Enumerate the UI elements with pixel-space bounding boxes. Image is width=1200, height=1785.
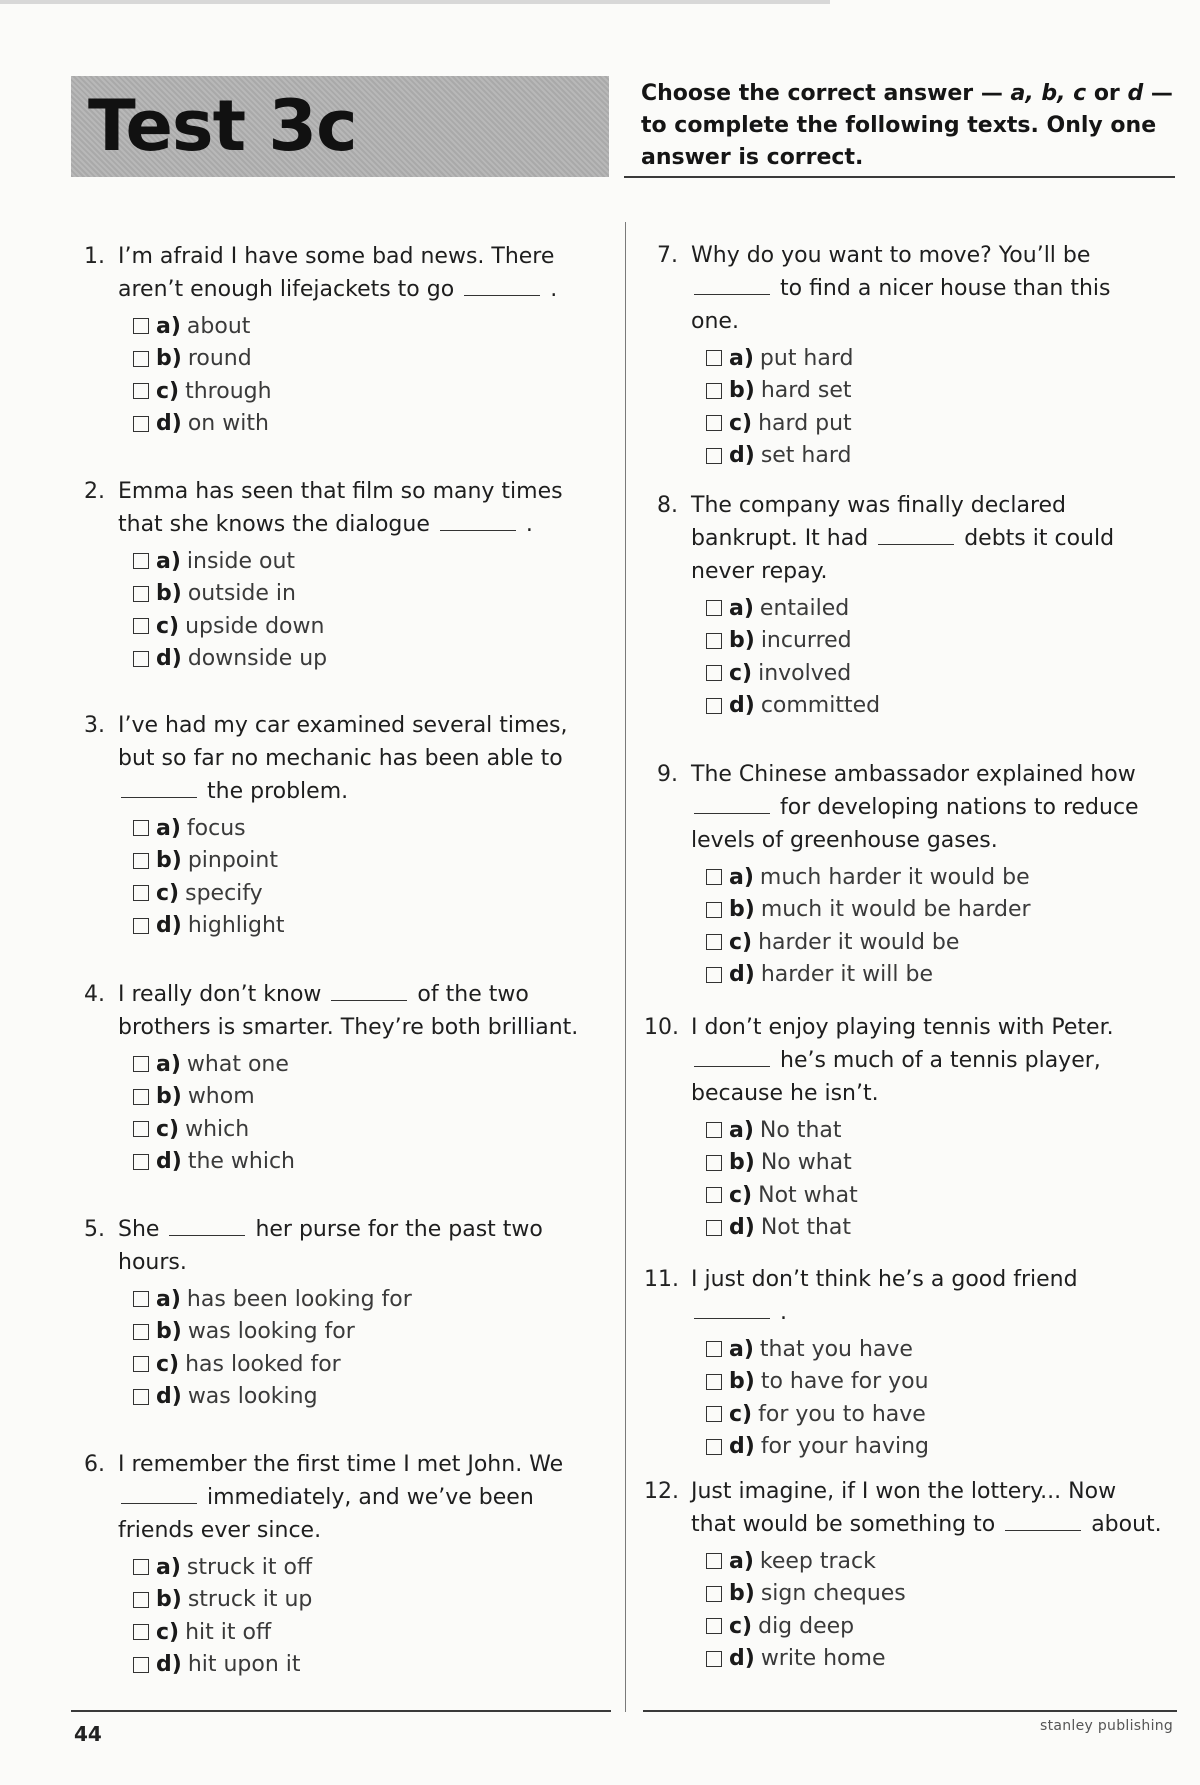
checkbox-icon[interactable] [133,416,149,432]
option-letter: c) [156,1619,180,1645]
answer-option[interactable] [706,894,1189,927]
checkbox-icon[interactable] [706,1553,722,1569]
checkbox-icon[interactable] [706,1374,722,1390]
answer-option[interactable] [133,812,591,845]
option-letter: b) [156,346,182,372]
question-text [118,1448,591,1547]
answer-options [706,1114,1164,1244]
question-text-before: The company was finally declared bankrupt. It had [691,493,1066,551]
question-7 [644,239,1164,472]
answer-options [133,545,591,675]
checkbox-icon[interactable] [706,1220,722,1236]
question-number: 4. [84,982,105,1007]
option-letter: b) [729,897,755,923]
option-text: hard set [760,378,852,404]
question-number: 8. [657,493,678,518]
question-text [691,1475,1164,1541]
checkbox-icon[interactable] [706,1439,722,1455]
question-text-after: . [550,277,558,302]
answer-option[interactable] [133,310,591,343]
option-letter: c) [156,1351,180,1377]
option-text: much it would be harder [760,897,1031,923]
option-text: entailed [759,595,850,621]
option-letter: a) [729,595,754,621]
question-text [118,240,591,306]
option-text: for you to have [758,1401,926,1427]
answer-option[interactable] [706,1398,1164,1431]
question-text-before: I really don’t know [118,982,322,1007]
answer-option[interactable] [706,959,1189,992]
option-text: has been looking for [186,1286,412,1312]
answer-option[interactable] [706,1366,1164,1399]
answer-option[interactable] [133,845,591,878]
answer-option[interactable] [706,926,1189,959]
checkbox-icon[interactable] [706,415,722,431]
answer-blank [1005,1512,1081,1531]
answer-blank [694,1048,770,1067]
option-letter: b) [156,1084,182,1110]
checkbox-icon[interactable] [133,1389,149,1405]
option-letter: c) [729,1613,753,1639]
checkbox-icon[interactable] [706,934,722,950]
option-letter: c) [729,410,753,436]
question-number: 9. [657,762,678,787]
option-text: whom [187,1084,255,1110]
answer-option[interactable] [706,1431,1164,1464]
answer-option[interactable] [706,440,1164,473]
checkbox-icon[interactable] [133,1324,149,1340]
answer-blank [694,1300,770,1319]
answer-blank [440,512,516,531]
answer-options [706,342,1164,472]
question-text-before: I just don’t think he’s a good friend [691,1267,1078,1292]
option-letter: d) [156,646,182,672]
option-letter: d) [729,693,755,719]
instructions-post: — to complete the following texts. Only one answer is correct. [641,81,1173,170]
checkbox-icon[interactable] [706,902,722,918]
question-text-before: Why do you want to move? You’ll be [691,243,1091,268]
answer-option[interactable] [706,861,1189,894]
answer-option[interactable] [706,1333,1164,1366]
question-number: 1. [84,244,105,269]
option-letter: d) [156,1384,182,1410]
option-letter: b) [729,1581,755,1607]
question-text-after: immediately, and we’ve been friends ever since. [118,1485,534,1543]
instructions-letters: a, b, c [1010,81,1087,106]
option-letter: c) [156,1116,180,1142]
option-letter: c) [156,613,180,639]
option-letter: a) [729,864,754,890]
question-text-before: She [118,1217,160,1242]
option-letter: c) [729,929,753,955]
checkbox-icon[interactable] [706,383,722,399]
answer-option[interactable] [133,1381,591,1414]
answer-option[interactable] [133,1146,611,1179]
checkbox-icon[interactable] [133,885,149,901]
option-text: No that [759,1117,842,1143]
option-letter: b) [729,1150,755,1176]
option-text: harder it would be [758,929,960,955]
answer-option[interactable] [133,408,591,441]
checkbox-icon[interactable] [706,1618,722,1634]
question-text-after: the problem. [207,779,349,804]
footer-rule-left [71,1710,611,1712]
answer-blank [694,276,770,295]
option-text: specify [185,880,263,906]
question-text [691,1263,1164,1329]
top-rule [0,0,830,4]
question-text [118,709,591,808]
answer-blank [121,1485,197,1504]
option-text: that you have [759,1336,913,1362]
question-text [118,978,611,1044]
option-text: the which [187,1149,295,1175]
option-letter: a) [156,313,181,339]
answer-blank [121,779,197,798]
checkbox-icon[interactable] [706,633,722,649]
option-letter: d) [729,962,755,988]
answer-option[interactable] [706,342,1164,375]
question-text-after: . [525,512,533,537]
answer-option[interactable] [133,1551,591,1584]
checkbox-icon[interactable] [133,820,149,836]
answer-option[interactable] [706,1212,1164,1245]
checkbox-icon[interactable] [133,351,149,367]
option-letter: a) [729,345,754,371]
question-text-after: about. [1091,1512,1162,1537]
question-number: 10. [644,1015,679,1040]
checkbox-icon[interactable] [706,1155,722,1171]
question-text-before: Just imagine, if I won the lottery... Now that would be something to [691,1479,1117,1537]
answer-option[interactable] [133,643,591,676]
checkbox-icon[interactable] [706,1187,722,1203]
answer-blank [169,1217,245,1236]
answer-options [133,1048,611,1178]
option-text: on with [187,411,269,437]
question-text-after: for developing nations to reduce levels of greenhouse gases. [691,795,1139,853]
column-divider [625,222,626,1712]
option-text: outside in [187,581,296,607]
answer-blank [878,526,954,545]
answer-option[interactable] [133,1113,611,1146]
answer-option[interactable] [706,1114,1164,1147]
checkbox-icon[interactable] [133,1356,149,1372]
answer-options [706,592,1164,722]
question-text [691,489,1164,588]
option-text: highlight [187,913,285,939]
option-text: No what [760,1150,852,1176]
question-text-after: of the two brothers is smarter. They’re both brilliant. [118,982,579,1040]
option-letter: d) [156,411,182,437]
option-text: dig deep [758,1613,855,1639]
question-number: 5. [84,1217,105,1242]
checkbox-icon[interactable] [133,383,149,399]
option-text: was looking for [187,1319,355,1345]
question-3 [71,709,591,942]
checkbox-icon[interactable] [133,618,149,634]
answer-options [133,1283,591,1413]
question-text-before: I don’t enjoy playing tennis with Peter. [691,1015,1114,1040]
option-text: which [185,1116,250,1142]
option-text: write home [760,1646,886,1672]
question-2 [71,475,591,675]
answer-option[interactable] [706,625,1164,658]
answer-option[interactable] [133,375,591,408]
question-number: 3. [84,713,105,738]
option-letter: b) [156,1319,182,1345]
question-11 [644,1263,1164,1463]
question-text-before: Emma has seen that film so many times that she knows the dialogue [118,479,563,537]
answer-option[interactable] [706,407,1164,440]
option-text: struck it off [186,1554,313,1580]
option-letter: c) [729,660,753,686]
option-text: sign cheques [760,1581,906,1607]
answer-blank [694,795,770,814]
option-text: incurred [760,628,852,654]
checkbox-icon[interactable] [706,665,722,681]
option-letter: b) [729,1369,755,1395]
footer-rule-right [643,1710,1177,1712]
checkbox-icon[interactable] [133,1592,149,1608]
option-letter: c) [156,880,180,906]
option-text: put hard [759,345,854,371]
option-letter: b) [156,1587,182,1613]
option-letter: c) [729,1401,753,1427]
answer-option[interactable] [133,545,591,578]
question-6 [71,1448,591,1681]
option-letter: a) [729,1548,754,1574]
option-letter: d) [729,1646,755,1672]
option-letter: a) [156,815,181,841]
answer-option[interactable] [706,375,1164,408]
question-number: 2. [84,479,105,504]
option-text: upside down [185,613,325,639]
answer-blank [331,982,407,1001]
answer-option[interactable] [133,1584,591,1617]
question-8 [644,489,1164,722]
question-text-before: I’m afraid I have some bad news. There aren’t enough lifejackets to go [118,244,555,302]
checkbox-icon[interactable] [133,1089,149,1105]
answer-blank [464,277,540,296]
option-letter: d) [729,1215,755,1241]
question-text-after: he’s much of a tennis player, because he isn’t. [691,1048,1101,1106]
answer-options [706,861,1189,991]
answer-options [706,1333,1164,1463]
checkbox-icon[interactable] [133,1291,149,1307]
question-text [691,239,1164,338]
checkbox-icon[interactable] [133,853,149,869]
checkbox-icon[interactable] [133,318,149,334]
option-text: set hard [760,443,852,469]
checkbox-icon[interactable] [133,586,149,602]
question-1 [71,240,591,440]
instructions [641,78,1181,174]
checkbox-icon[interactable] [133,1056,149,1072]
option-letter: d) [729,443,755,469]
question-text-after: debts it could never repay. [691,526,1115,584]
option-letter: d) [156,1652,182,1678]
answer-option[interactable] [706,1147,1164,1180]
question-text-before: I remember the first time I met John. We [118,1452,564,1477]
option-letter: b) [729,378,755,404]
option-text: keep track [759,1548,876,1574]
question-number: 12. [644,1479,679,1504]
answer-options [133,812,591,942]
instructions-or: or [1086,81,1128,106]
checkbox-icon[interactable] [133,553,149,569]
option-letter: a) [156,1051,181,1077]
answer-option[interactable] [706,690,1164,723]
option-letter: b) [156,581,182,607]
question-text-after: . [780,1300,787,1325]
answer-options [133,1551,591,1681]
question-text [118,475,591,541]
publisher-credit: stanley publishing [1040,1718,1174,1734]
option-text: for your having [760,1434,929,1460]
answer-option[interactable] [133,610,591,643]
answer-option[interactable] [706,657,1164,690]
answer-option[interactable] [706,1610,1164,1643]
option-text: struck it up [187,1587,313,1613]
question-number: 6. [84,1452,105,1477]
question-10 [644,1011,1164,1244]
checkbox-icon[interactable] [133,1559,149,1575]
checkbox-icon[interactable] [706,1122,722,1138]
instructions-rule [624,176,1175,178]
answer-option[interactable] [133,1048,611,1081]
option-letter: c) [729,1182,753,1208]
checkbox-icon[interactable] [706,350,722,366]
checkbox-icon[interactable] [133,918,149,934]
option-text: inside out [186,548,296,574]
option-letter: d) [156,1149,182,1175]
answer-options [706,1545,1164,1675]
option-letter: b) [156,848,182,874]
option-text: focus [186,815,246,841]
answer-option[interactable] [133,1081,611,1114]
page-number: 44 [74,1722,102,1746]
question-text [691,1011,1164,1110]
option-text: much harder it would be [759,864,1030,890]
checkbox-icon[interactable] [706,967,722,983]
checkbox-icon[interactable] [706,869,722,885]
checkbox-icon[interactable] [706,698,722,714]
option-text: about [186,313,251,339]
option-text: was looking [187,1384,318,1410]
answer-option[interactable] [133,910,591,943]
answer-option[interactable] [706,1179,1164,1212]
option-text: downside up [187,646,328,672]
option-text: Not what [758,1182,858,1208]
title-banner [71,76,609,177]
option-letter: a) [156,1286,181,1312]
question-number: 7. [657,243,678,268]
checkbox-icon[interactable] [706,1651,722,1667]
checkbox-icon[interactable] [706,1586,722,1602]
answer-option[interactable] [706,592,1164,625]
checkbox-icon[interactable] [133,1121,149,1137]
option-text: to have for you [760,1369,929,1395]
option-text: what one [186,1051,289,1077]
answer-option[interactable] [706,1545,1164,1578]
question-text-after: her purse for the past two hours. [118,1217,543,1275]
question-number: 11. [644,1267,679,1292]
checkbox-icon[interactable] [706,1406,722,1422]
question-text-after: to find a nicer house than this one. [691,276,1111,334]
answer-option[interactable] [706,1643,1164,1676]
question-4 [71,978,611,1178]
question-9 [644,758,1189,991]
answer-option[interactable] [706,1578,1164,1611]
option-text: pinpoint [187,848,278,874]
question-text-before: I’ve had my car examined several times, but so far no mechanic has been able to [118,713,568,771]
answer-option[interactable] [133,578,591,611]
checkbox-icon[interactable] [706,1341,722,1357]
option-text: involved [758,660,852,686]
checkbox-icon[interactable] [706,600,722,616]
answer-option[interactable] [133,343,591,376]
option-letter: a) [156,1554,181,1580]
instructions-d: d [1127,81,1144,106]
option-text: hit upon it [187,1652,301,1678]
answer-option[interactable] [133,877,591,910]
option-text: committed [760,693,881,719]
answer-option[interactable] [133,1283,591,1316]
checkbox-icon[interactable] [706,448,722,464]
checkbox-icon[interactable] [133,1154,149,1170]
checkbox-icon[interactable] [133,1657,149,1673]
option-letter: a) [729,1336,754,1362]
option-text: round [187,346,252,372]
checkbox-icon[interactable] [133,651,149,667]
question-text [118,1213,591,1279]
answer-option[interactable] [133,1348,591,1381]
instructions-pre: Choose the correct answer — [641,81,1011,106]
option-letter: d) [156,913,182,939]
question-12 [644,1475,1164,1675]
answer-option[interactable] [133,1616,591,1649]
answer-options [133,310,591,440]
page-title: Test 3c [88,85,357,167]
answer-option[interactable] [133,1316,591,1349]
option-text: Not that [760,1215,852,1241]
option-text: hard put [758,410,852,436]
answer-option[interactable] [133,1649,591,1682]
option-text: through [185,378,272,404]
option-text: harder it will be [760,962,933,988]
option-letter: c) [156,378,180,404]
option-letter: a) [729,1117,754,1143]
option-letter: b) [729,628,755,654]
option-text: hit it off [185,1619,272,1645]
option-letter: a) [156,548,181,574]
option-letter: d) [729,1434,755,1460]
question-text [691,758,1189,857]
question-5 [71,1213,591,1413]
checkbox-icon[interactable] [133,1624,149,1640]
option-text: has looked for [185,1351,341,1377]
question-text-before: The Chinese ambassador explained how [691,762,1136,787]
